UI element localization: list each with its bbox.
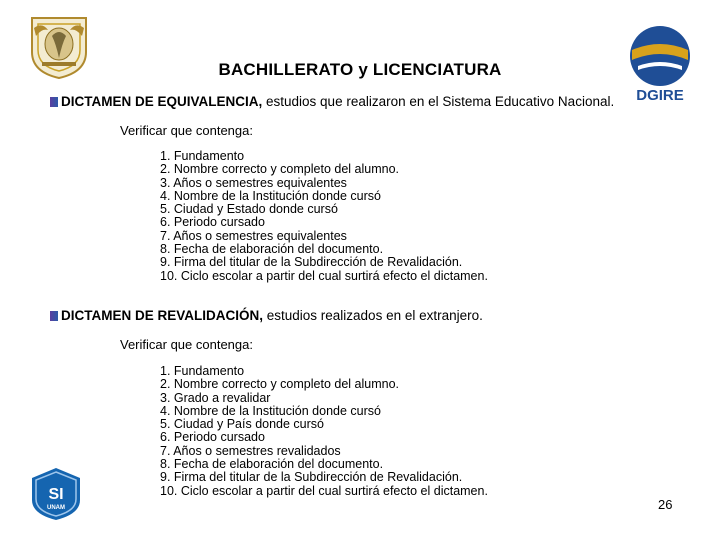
square-bullet-icon [50,97,58,107]
list-item: 9. Firma del titular de la Subdirección de Revalidación. [160,255,463,270]
list-item: 4. Nombre de la Institución donde cursó [160,188,381,203]
checklist-revalidacion [160,365,488,498]
list-item: 1. Fundamento [160,364,245,378]
list-item: 5. Ciudad y Estado donde cursó [160,202,338,217]
list-item: 9. Firma del titular de la Subdirección de Revalidación. [160,470,463,485]
list-item: 10. Ciclo escolar a partir del cual surtirá efecto el dictamen. [160,483,488,498]
page-number: 26 [658,497,673,512]
section-heading-bold: DICTAMEN DE EQUIVALENCIA, [61,94,263,109]
si-unam-logo-icon [28,466,84,522]
list-item: 2. Nombre correcto y completo del alumno. [160,377,399,392]
list-item: 2. Nombre correcto y completo del alumno. [160,162,399,177]
list-item: 6. Periodo cursado [160,430,265,445]
section-heading-text: estudios que realizaron en el Sistema Educativo Nacional. [262,94,615,109]
list-item: 8. Fecha de elaboración del documento. [160,457,384,472]
list-item: 3. Grado a revalidar [160,390,271,405]
verify-label: Verificar que contenga: [120,337,253,352]
list-item: 7. Años o semestres revalidados [160,443,341,458]
list-item: 8. Fecha de elaboración del documento. [160,242,384,257]
list-item: 10. Ciclo escolar a partir del cual surtirá efecto el dictamen. [160,268,488,283]
list-item: 7. Años o semestres equivalentes [160,228,347,243]
si-logo-text: SI [48,486,64,503]
verify-label: Verificar que contenga: [120,123,253,138]
square-bullet-icon [50,311,58,321]
checklist-equivalencia [160,150,488,283]
section-heading-text: estudios realizados en el extranjero. [263,308,483,323]
section-heading-bold: DICTAMEN DE REVALIDACIÓN, [61,308,263,323]
list-item: 1. Fundamento [160,149,245,163]
section-heading-equivalencia [50,94,614,109]
unam-logo-text: UNAM [47,505,65,511]
section-heading-revalidacion [50,308,483,323]
list-item: 3. Años o semestres equivalentes [160,175,347,190]
dgire-logo-text: DGIRE [636,87,684,104]
list-item: 6. Periodo cursado [160,215,265,230]
list-item: 5. Ciudad y País donde cursó [160,417,324,432]
list-item: 4. Nombre de la Institución donde cursó [160,403,381,418]
page-title: BACHILLERATO y LICENCIATURA [218,60,502,79]
